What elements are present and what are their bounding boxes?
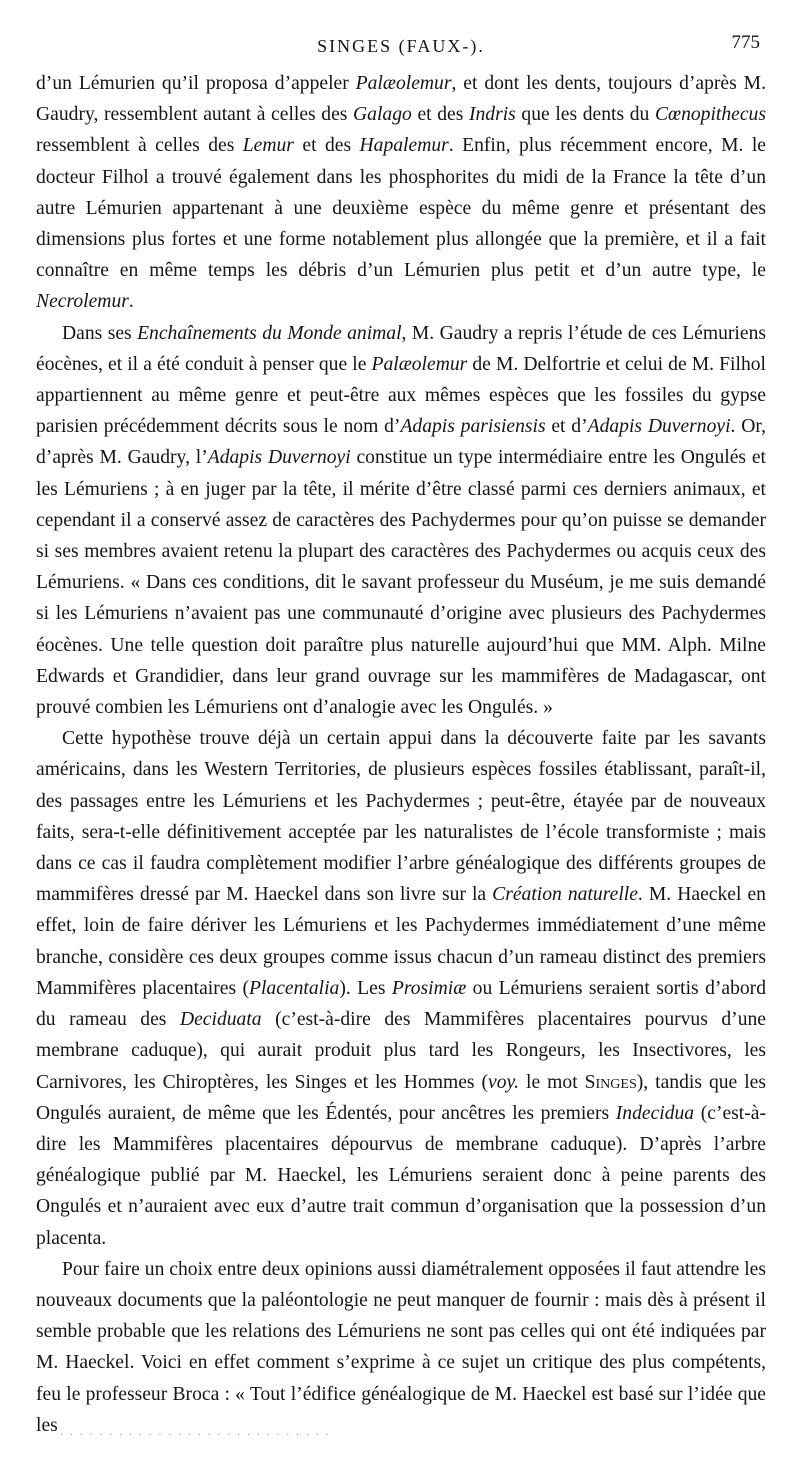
italic-term: Hapalemur	[359, 135, 449, 157]
text-run: . Enfin, plus récemment encore, M. le docteur Filhol a trouvé également dans les phosphorites du midi de la France la tête d’un autre Lémurien appartenant à une deuxième espèce du même genre et présentant des dimensions plus fortes et une forme notablement plus allongée que la première, et il a fait connaître en même temps les débris d’un Lémurien plus petit et d’un autre type, le	[36, 135, 766, 282]
small-caps-term: Singes	[584, 1071, 637, 1093]
body-text	[36, 68, 766, 1441]
text-run: (c’est-à-dire des Mammifères placentaires pourvus d’une membrane caduque), qui aurait produit plus tard les Rongeurs, les Insectivores, les Carnivores, les Chiroptères, les Singes et les Hommes (	[36, 1009, 766, 1093]
text-run: et des	[293, 135, 360, 157]
page-number: 775	[731, 32, 760, 53]
text-run: d’un Lémurien qu’il proposa d’appeler	[36, 73, 356, 94]
paragraph	[36, 68, 766, 318]
italic-term: Adapis parisiensis	[400, 416, 546, 438]
text-run: Pour faire un choix entre deux opinions aussi diamétralement opposées il faut attendre les nouveaux documents que la paléontologie ne peut manquer de fournir : mais dès à présent il semble probable que les relations des Lémuriens ne sont pas celles qui ont été indiquées par M. Haeckel. Voici en effet comment s’exprime à ce sujet un critique des plus compétents, feu le professeur Broca : « Tout l’édifice généalogique de M. Haeckel est basé sur l’idée que les	[36, 1258, 766, 1436]
text-run: (c’est-à-dire les Mammifères placentaires dépourvus de membrane caduque). D’après l’arbre généalogique publié par M. Haeckel, les Lémuriens seraient donc à peine parents des Ongulés et n’auraient avec eux d’autre trait commun d’organisation que la possession d’un placenta.	[36, 1102, 766, 1249]
text-run: ), tandis que les Ongulés auraient, de même que les Édentés, pour ancêtres les premiers	[36, 1071, 766, 1124]
italic-term: Palæolemur	[371, 353, 468, 375]
italic-term: Création naturelle	[492, 884, 638, 906]
text-run: ou Lémuriens seraient sortis d’abord du rameau des	[36, 977, 767, 1031]
text-run: , et dont les dents, toujours d’après M. Gaudry, ressemblent autant à celles des	[36, 73, 766, 126]
paragraph	[36, 1254, 766, 1441]
italic-term: Indecidua	[615, 1102, 695, 1124]
text-run: et d’	[545, 416, 588, 438]
text-run: ). Les	[339, 977, 392, 999]
text-run: , M. Gaudry a repris l’étude de ces Lémuriens éocènes, et il a été conduit à penser que le	[36, 322, 766, 375]
italic-term: Enchaînements du Monde animal	[137, 322, 402, 344]
italic-term: Placentalia	[249, 977, 340, 999]
italic-term: Indris	[468, 104, 516, 126]
text-run: et des	[411, 104, 469, 126]
text-run: constitue un type intermédiaire entre les Ongulés et les Lémuriens ; à en juger par la tête, il mérite d’être classé parmi ces derniers animaux, et cependant il a conservé assez de caractères des Pachydermes pour qu’on puisse se demander si ses membres avaient retenu la plupart des caractères des Pachydermes ou acquis ceux des Lémuriens. « Dans ces conditions, dit le savant professeur du Muséum, je me suis demandé si les Lémuriens n’avaient pas une communauté d’origine avec plusieurs des Pachydermes éocènes. Une telle question doit paraître plus naturelle aujourd’hui que MM. Alph. Milne Edwards et Grandidier, dans leur grand ouvrage sur les mammifères de Madagascar, ont prouvé combien les Lémuriens ont d’analogie avec les Ongulés. »	[36, 447, 766, 719]
text-run: .	[128, 291, 134, 313]
text-run: le mot	[519, 1071, 585, 1093]
text-run: Dans ses	[62, 322, 138, 344]
italic-term: Galago	[353, 104, 412, 126]
text-run: de M. Delfortrie et celui de M. Filhol appartiennent au même genre et peut-être aux mêmes espèces que les fossiles du gypse parisien précédemment décrits sous le nom d’	[36, 353, 766, 438]
italic-term: Necrolemur	[36, 291, 129, 313]
italic-term: Palæolemur	[355, 73, 452, 94]
italic-term: Adapis Duvernoyi	[207, 447, 351, 469]
italic-term: Cœnopithecus	[654, 104, 766, 126]
paragraph	[36, 318, 766, 724]
running-head: SINGES (FAUX-).	[317, 36, 485, 56]
italic-term: Prosimiæ	[391, 977, 467, 999]
footer-scan-marks: · · · · · · · · · · · · · · · · · · · · · · · · · · · ·	[60, 1430, 331, 1441]
text-run: . M. Haeckel en effet, loin de faire dériver les Lémuriens et les Pachydermes immédiatement d’une même branche, considère ces deux groupes comme issus chacun d’un rameau distinct des premiers Mammifères placentaires (	[36, 884, 766, 999]
italic-term: Deciduata	[179, 1009, 262, 1031]
italic-term: voy.	[488, 1071, 520, 1093]
paragraph	[36, 723, 766, 1253]
text-run: Cette hypothèse trouve déjà un certain appui dans la découverte faite par les savants américains, dans les Western Territories, de plusieurs espèces fossiles établissant, paraît-il, des passages entre les Lémuriens et les Pachydermes ; peut-être, étayée par de nouveaux faits, sera-t-elle définitivement acceptée par les naturalistes de l’école transformiste ; mais dans ce cas il faudra complètement modifier l’arbre généalogique des différents groupes de mammifères dressé par M. Haeckel dans son livre sur la	[36, 728, 766, 906]
text-run: . Or, d’après M. Gaudry, l’	[36, 416, 767, 469]
page-header	[36, 30, 766, 68]
text-run: ressemblent à celles des	[36, 135, 243, 157]
italic-term: Adapis Duvernoyi	[587, 416, 731, 438]
italic-term: Lemur	[242, 135, 294, 157]
text-run: que les dents du	[515, 104, 655, 126]
